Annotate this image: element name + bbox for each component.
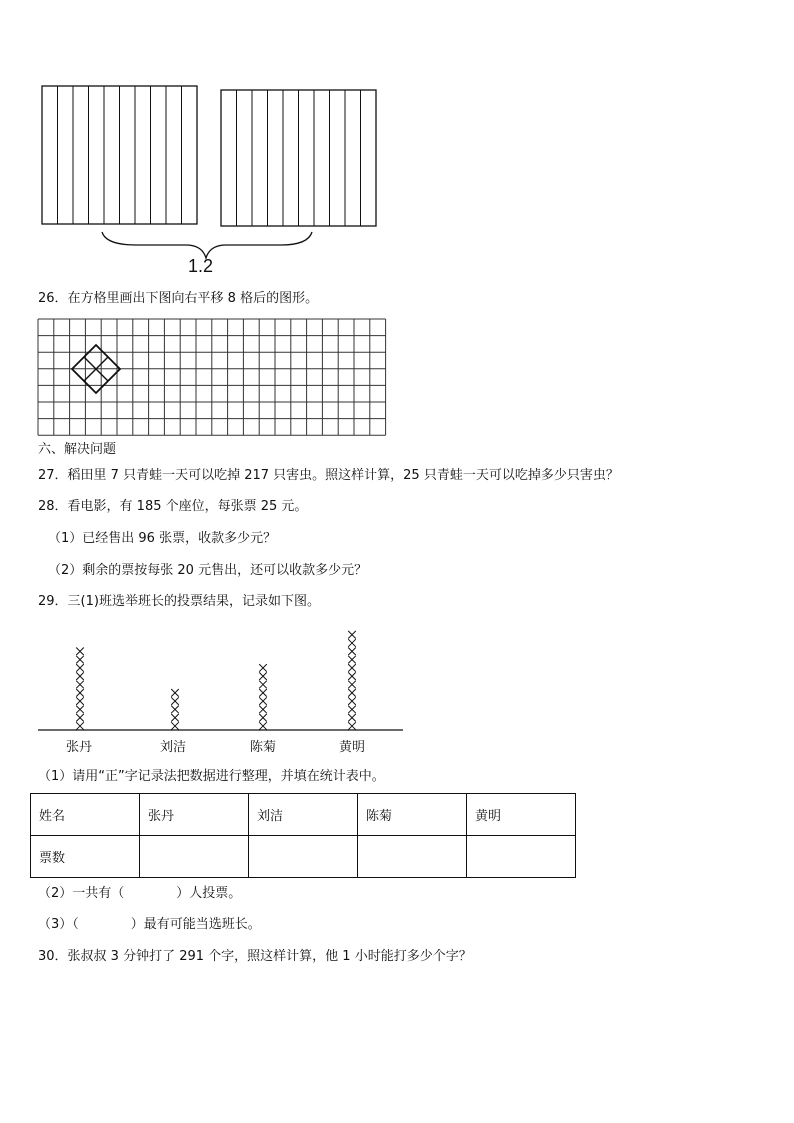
tally-mark [76,722,84,730]
tally-mark [259,714,267,722]
question-30: 30．张叔叔 3 分钟打了 291 个字，照这样计算，他 1 小时能打多少个字？ [38,949,472,964]
tally-mark [259,697,267,705]
question-28-part-1: （1）已经售出 96 张票，收款多少元？ [48,531,277,546]
table-cell: 陈菊 [358,794,467,836]
candidate-label-zhangdan: 张丹 [66,740,93,755]
tally-mark [76,672,84,680]
tally-mark [76,681,84,689]
answer-cell-huangming[interactable] [467,836,576,878]
table-cell: 黄明 [467,794,576,836]
tally-mark [259,672,267,680]
tally-mark [348,689,356,697]
tally-mark [171,706,179,714]
question-28-part-2: （2）剩余的票按每张 20 元售出，还可以收款多少元？ [48,563,368,578]
tally-mark [348,681,356,689]
tally-mark [76,714,84,722]
tally-mark [259,689,267,697]
tally-mark [76,656,84,664]
candidate-label-huangming: 黄明 [339,740,366,755]
tally-mark [76,706,84,714]
tally-mark [348,672,356,680]
question-28: 28．看电影，有 185 个座位，每张票 25 元。 [38,499,308,514]
tally-mark [259,706,267,714]
tally-mark [348,722,356,730]
table-cell: 姓名 [31,794,140,836]
tally-column-2 [259,664,267,730]
section-heading: 六、解决问题 [38,442,117,457]
translation-grid[interactable] [36,317,390,439]
tally-mark [171,697,179,705]
brace-label: 1.2 [188,256,214,276]
tally-mark [76,689,84,697]
tally-mark [348,648,356,656]
table-cell: 刘洁 [249,794,358,836]
answer-cell-zhangdan[interactable] [140,836,249,878]
question-29-part-2: （2）一共有（ ）人投票。 [38,886,242,901]
candidate-label-liujie: 刘洁 [160,740,187,755]
answer-cell-liujie[interactable] [249,836,358,878]
fraction-figure [36,82,386,282]
tally-mark [348,664,356,672]
table-cell: 票数 [31,836,140,878]
tally-mark [348,714,356,722]
brace [102,232,312,258]
table-cell: 张丹 [140,794,249,836]
vote-statistics-table [30,793,576,878]
candidate-label-chenju: 陈菊 [250,740,277,755]
left-strip-rectangle [42,86,197,224]
tally-column-0 [76,648,84,730]
right-strip-rectangle [221,90,376,226]
table-row [31,836,576,878]
tally-mark [259,664,267,672]
tally-mark [259,681,267,689]
tally-mark [76,697,84,705]
tally-mark [76,648,84,656]
vote-tally-chart [36,620,406,734]
question-26: 26．在方格里画出下图向右平移 8 格后的图形。 [38,291,319,306]
tally-column-3 [348,631,356,730]
tally-mark [259,722,267,730]
tally-mark [76,664,84,672]
question-29-part-3: （3）（ ）最有可能当选班长。 [38,917,261,932]
table-header-row [31,794,576,836]
tally-mark [348,656,356,664]
question-27: 27．稻田里 7 只青蛙一天可以吃掉 217 只害虫。照这样计算，25 只青蛙一天可以吃掉多少只害虫？ [38,468,619,483]
tally-mark [348,639,356,647]
tally-column-1 [171,689,179,730]
tally-mark [171,689,179,697]
tally-mark [348,631,356,639]
tally-mark [171,722,179,730]
tally-mark [348,706,356,714]
answer-cell-chenju[interactable] [358,836,467,878]
question-29-part-1: （1）请用“正”字记录法把数据进行整理，并填在统计表中。 [38,769,385,784]
grid-lines [38,319,386,435]
tally-marks [76,631,356,730]
tally-mark [171,714,179,722]
tally-mark [348,697,356,705]
question-29: 29．三(1)班选举班长的投票结果，记录如下图。 [38,594,320,609]
